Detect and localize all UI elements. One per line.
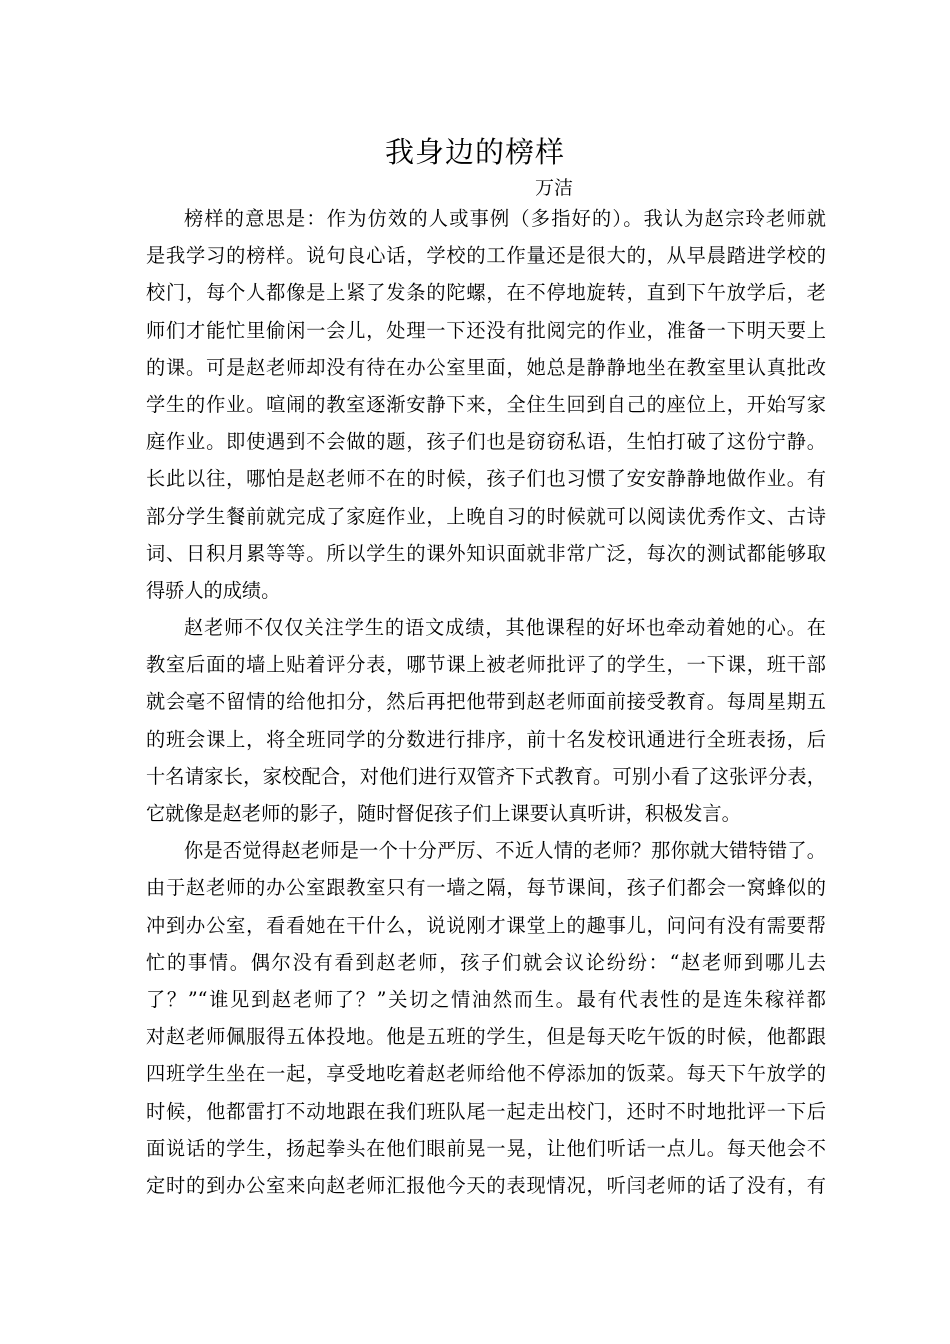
text-line: 是我学习的榜样。说句良心话，学校的工作量还是很大的，从早晨踏进学校的 [146,244,826,268]
text-line: 榜样的意思是：作为仿效的人或事例（多指好的）。我认为赵宗玲老师就 [184,207,826,230]
document-title: 我身边的榜样 [384,135,565,169]
text-line: 校门，每个人都像是上紧了发条的陀螺，在不停地旋转，直到下午放学后，老 [146,281,826,305]
text-line: 的班会课上，将全班同学的分数进行排序，前十名发校讯通进行全班表扬，后 [146,727,826,751]
text-line: 冲到办公室，看看她在干什么，说说刚才课堂上的趣事儿，问问有没有需要帮 [146,913,826,937]
text-line: 赵老师不仅仅关注学生的语文成绩，其他课程的好坏也牵动着她的心。在 [184,616,826,640]
text-line: 得骄人的成绩。 [146,578,281,602]
text-line: 学生的作业。喧闹的教室逐渐安静下来，全住生回到自己的座位上，开始写家 [146,392,826,416]
text-line: 部分学生餐前就完成了家庭作业，上晚自习的时候就可以阅读优秀作文、古诗 [146,504,826,528]
text-line: 师们才能忙里偷闲一会儿，处理一下还没有批阅完的作业，准备一下明天要上 [146,318,826,342]
text-line: 由于赵老师的办公室跟教室只有一墙之隔，每节课间，孩子们都会一窝蜂似的 [146,876,826,900]
text-line: 时候，他都雷打不动地跟在我们班队尾一起走出校门，还时不时地批评一下后 [146,1099,826,1123]
text-line: 十名请家长，家校配合，对他们进行双管齐下式教育。可别小看了这张评分表， [146,764,826,788]
text-line: 了？”“谁见到赵老师了？”关切之情油然而生。最有代表性的是连朱稼祥都 [146,987,826,1011]
text-line: 词、日积月累等等。所以学生的课外知识面就非常广泛，每次的测试都能够取 [146,541,826,565]
text-line: 面说话的学生，扬起拳头在他们眼前晃一晃，让他们听话一点儿。每天他会不 [146,1136,826,1160]
text-line: 你是否觉得赵老师是一个十分严厉、不近人情的老师？那你就大错特错了。 [184,839,826,863]
body-text [146,200,826,1204]
text-line: 忙的事情。偶尔没有看到赵老师，孩子们就会议论纷纷：“赵老师到哪儿去 [146,950,826,974]
text-line: 教室后面的墙上贴着评分表，哪节课上被老师批评了的学生，一下课，班干部 [146,653,826,677]
text-line: 长此以往，哪怕是赵老师不在的时候，孩子们也习惯了安安静静地做作业。有 [146,467,826,491]
text-line: 就会毫不留情的给他扣分，然后再把他带到赵老师面前接受教育。每周星期五 [146,690,826,714]
text-line: 庭作业。即使遇到不会做的题，孩子们也是窃窃私语，生怕打破了这份宁静。 [146,430,826,454]
text-line: 的课。可是赵老师却没有待在办公室里面，她总是静静地坐在教室里认真批改 [146,355,826,379]
author-name: 万洁 [535,177,574,199]
text-line: 定时的到办公室来向赵老师汇报他今天的表现情况，听闫老师的话了没有，有 [146,1173,826,1197]
text-line: 它就像是赵老师的影子，随时督促孩子们上课要认真听讲，积极发言。 [146,802,741,825]
text-line: 四班学生坐在一起，享受地吃着赵老师给他不停添加的饭菜。每天下午放学的 [146,1062,826,1086]
text-line: 对赵老师佩服得五体投地。他是五班的学生，但是每天吃午饭的时候，他都跟 [146,1025,826,1049]
